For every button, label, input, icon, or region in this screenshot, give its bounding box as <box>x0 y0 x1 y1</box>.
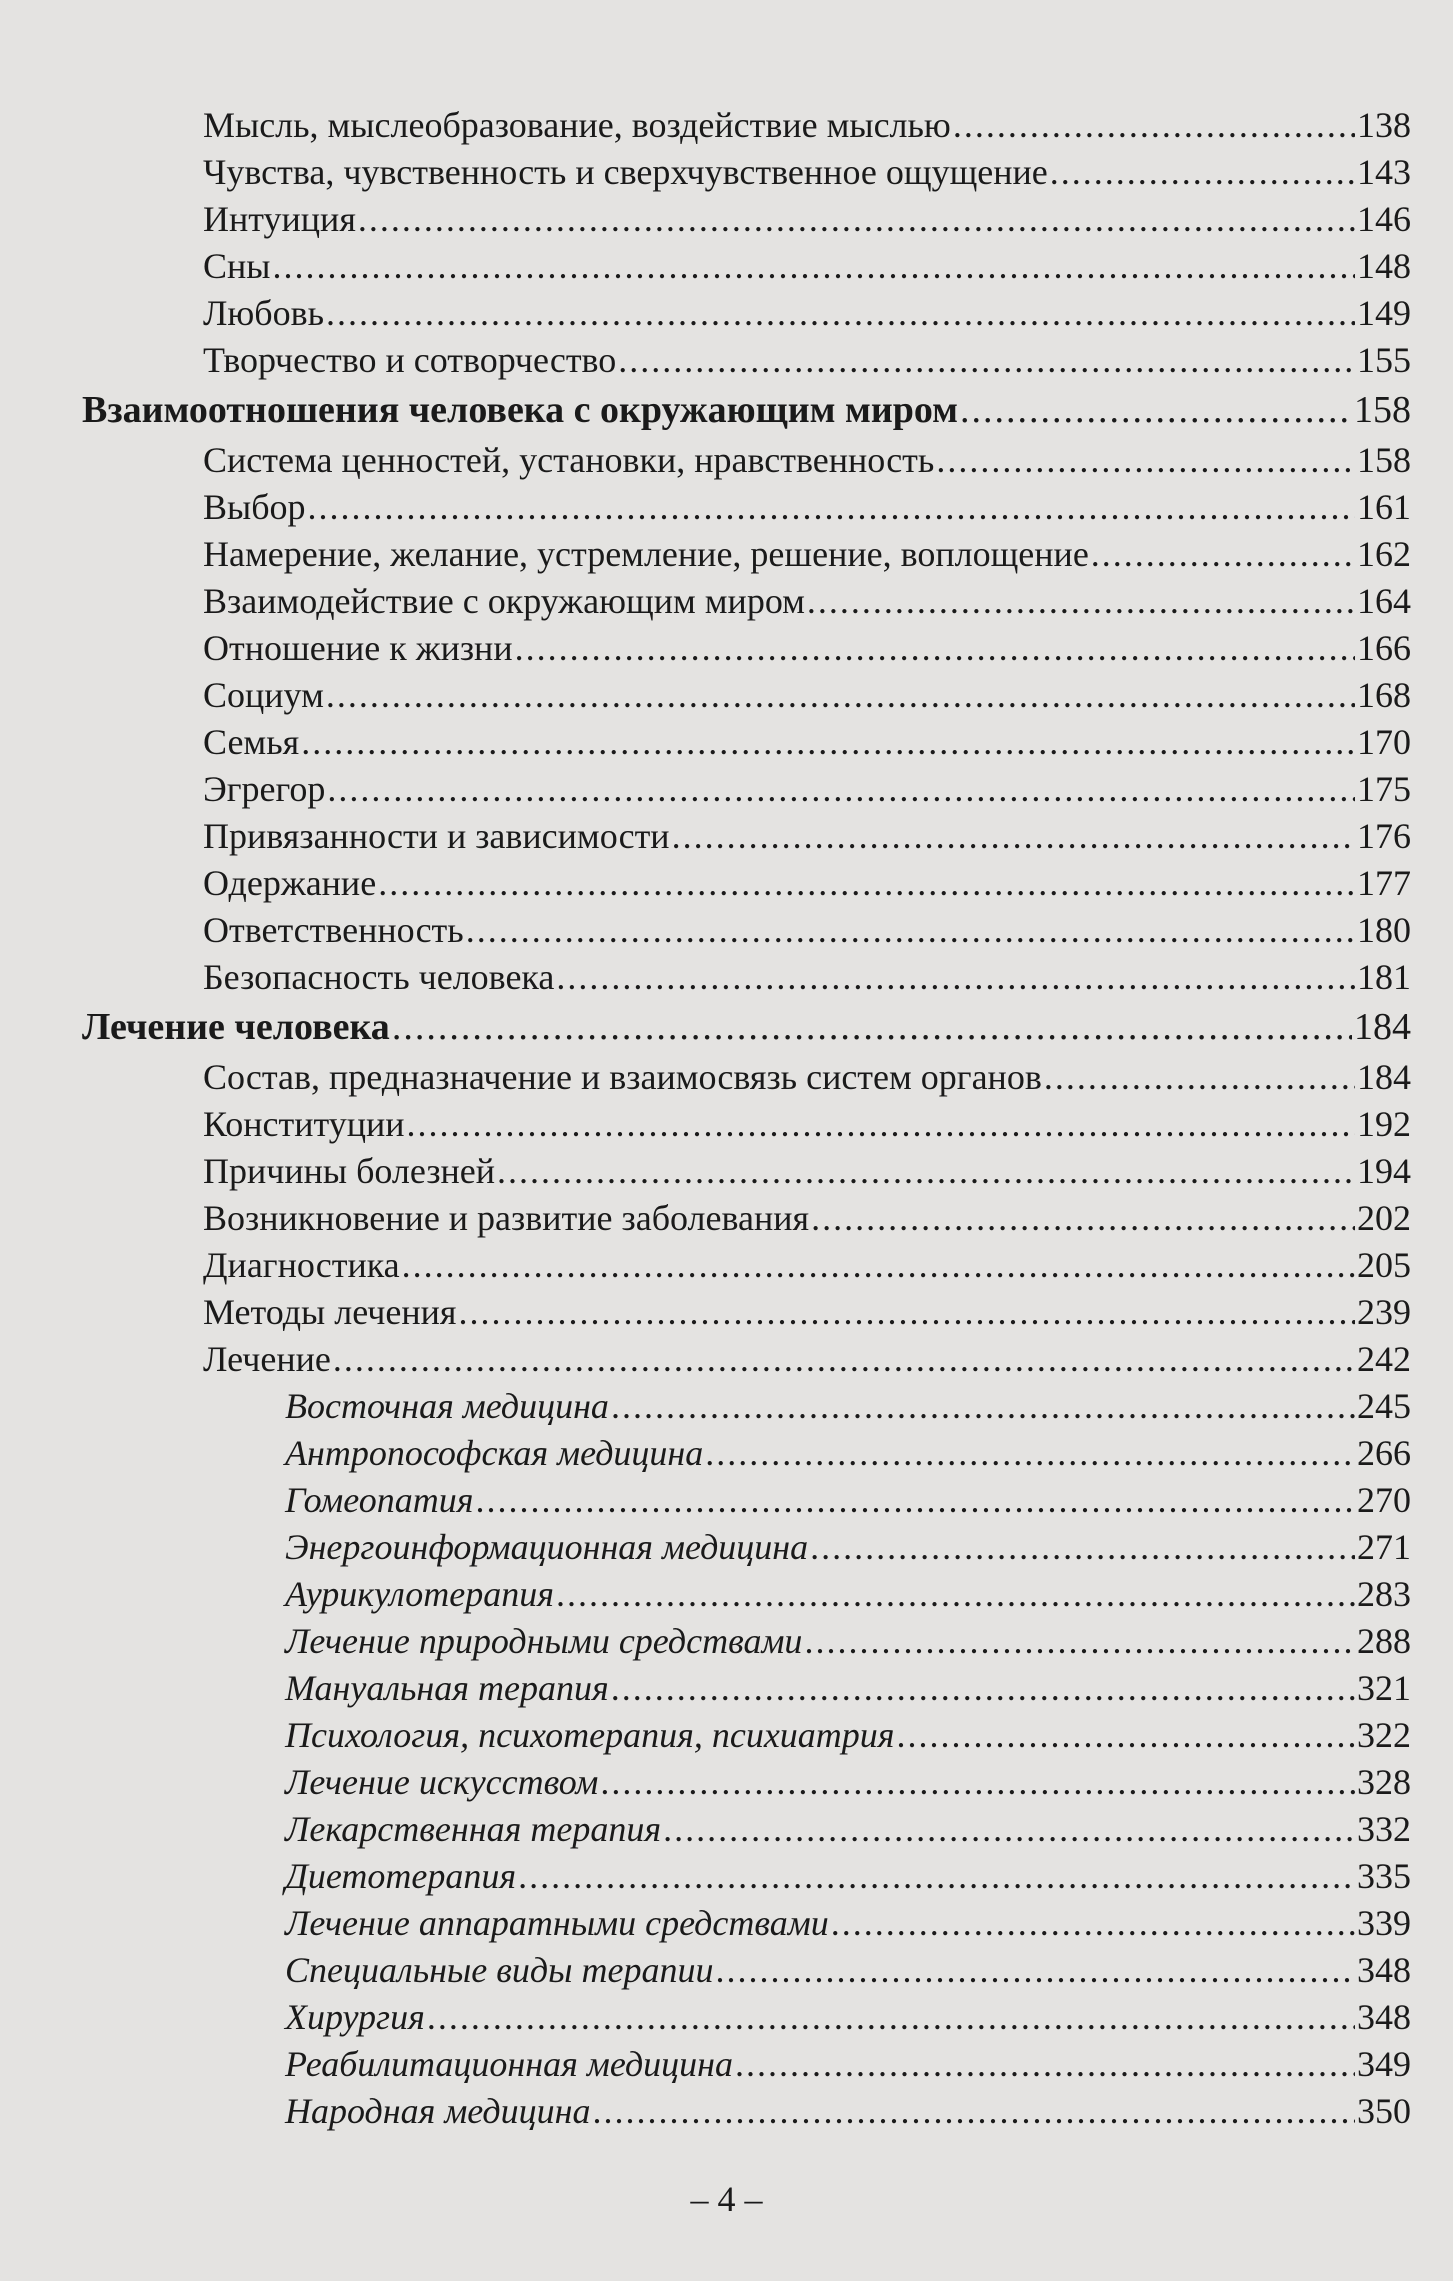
dot-leader <box>308 484 1355 531</box>
toc-entry <box>0 149 1453 196</box>
toc-entry <box>0 484 1453 531</box>
toc-entry-title: Гомеопатия <box>285 1480 474 1520</box>
toc-entry <box>0 243 1453 290</box>
toc-entry-title: Лечение аппаратными средствами <box>285 1903 829 1943</box>
toc-entry-title: Восточная медицина <box>285 1386 609 1426</box>
toc-entry <box>0 907 1453 954</box>
toc-entry <box>0 1947 1453 1994</box>
toc-entry-title: Реабилитационная медицина <box>285 2044 734 2084</box>
toc-entry <box>0 1900 1453 1947</box>
dot-leader <box>804 1618 1355 1665</box>
toc-entry-title: Состав, предназначение и взаимосвязь систем органов <box>203 1057 1042 1097</box>
toc-entry-title: Интуиция <box>203 199 356 239</box>
dot-leader <box>831 1900 1355 1947</box>
toc-entry <box>0 1148 1453 1195</box>
dot-leader <box>1050 149 1355 196</box>
toc-entry-page-number: 177 <box>1357 863 1411 903</box>
toc-entry-page-number: 158 <box>1354 389 1411 431</box>
toc-entry-title: Семья <box>203 722 300 762</box>
dot-leader <box>1044 1054 1355 1101</box>
dot-leader <box>458 1289 1355 1336</box>
toc-entry-page-number: 328 <box>1357 1762 1411 1802</box>
toc-entry <box>0 102 1453 149</box>
toc-entry-page-number: 170 <box>1357 722 1411 762</box>
toc-entry-page-number: 348 <box>1357 1950 1411 1990</box>
toc-entry-page-number: 202 <box>1357 1198 1411 1238</box>
toc-entry-title: Лечение искусством <box>285 1762 599 1802</box>
toc-entry <box>0 2041 1453 2088</box>
dot-leader <box>327 766 1355 813</box>
toc-entry <box>0 437 1453 484</box>
dot-leader <box>960 384 1352 437</box>
dot-leader <box>953 102 1355 149</box>
toc-entry-title: Диетотерапия <box>285 1856 517 1896</box>
dot-leader <box>518 1853 1355 1900</box>
dot-leader <box>475 1477 1355 1524</box>
toc-entry-page-number: 180 <box>1357 910 1411 950</box>
toc-entry-page-number: 184 <box>1357 1057 1411 1097</box>
toc-entry <box>0 1806 1453 1853</box>
dot-leader <box>1091 531 1355 578</box>
toc-entry <box>0 1712 1453 1759</box>
dot-leader <box>592 2088 1355 2135</box>
toc-entry <box>0 337 1453 384</box>
dot-leader <box>600 1759 1355 1806</box>
toc-entry-title: Отношение к жизни <box>203 628 513 668</box>
toc-entry <box>0 1759 1453 1806</box>
dot-leader <box>466 907 1355 954</box>
toc-entry <box>0 1477 1453 1524</box>
dot-leader <box>402 1242 1355 1289</box>
toc-entry <box>0 1101 1453 1148</box>
toc-entry-page-number: 184 <box>1354 1006 1411 1048</box>
toc-entry-page-number: 143 <box>1357 152 1411 192</box>
toc-entry <box>0 1618 1453 1665</box>
dot-leader <box>272 243 1355 290</box>
toc-entry <box>0 954 1453 1001</box>
toc-entry-title: Диагностика <box>203 1245 400 1285</box>
toc-entry-title: Социум <box>203 675 324 715</box>
toc-entry-page-number: 175 <box>1357 769 1411 809</box>
toc-entry-title: Психология, психотерапия, психиатрия <box>285 1715 895 1755</box>
toc-entry-page-number: 339 <box>1357 1903 1411 1943</box>
dot-leader <box>407 1101 1355 1148</box>
toc-entry-title: Мануальная терапия <box>285 1668 609 1708</box>
toc-entry <box>0 860 1453 907</box>
toc-entry-title: Взаимодействие с окружающим миром <box>203 581 805 621</box>
toc-entry-page-number: 245 <box>1357 1386 1411 1426</box>
toc-entry-page-number: 161 <box>1357 487 1411 527</box>
toc-entry <box>0 1665 1453 1712</box>
dot-leader <box>715 1947 1355 1994</box>
toc-entry-title: Любовь <box>203 293 325 333</box>
toc-entry-page-number: 158 <box>1357 440 1411 480</box>
toc-entry-page-number: 148 <box>1357 246 1411 286</box>
dot-leader <box>515 625 1355 672</box>
dot-leader <box>811 1195 1355 1242</box>
dot-leader <box>611 1665 1355 1712</box>
dot-leader <box>611 1383 1355 1430</box>
toc-entry <box>0 813 1453 860</box>
toc-entry-page-number: 266 <box>1357 1433 1411 1473</box>
toc-entry-page-number: 166 <box>1357 628 1411 668</box>
toc-entry-title: Сны <box>203 246 271 286</box>
toc-entry-page-number: 332 <box>1357 1809 1411 1849</box>
toc-entry-page-number: 168 <box>1357 675 1411 715</box>
toc-entry <box>0 766 1453 813</box>
toc-entry-title: Причины болезней <box>203 1151 496 1191</box>
toc-entry-page-number: 205 <box>1357 1245 1411 1285</box>
toc-entry-title: Лечение природными средствами <box>285 1621 803 1661</box>
toc-entry-page-number: 350 <box>1357 2091 1411 2131</box>
toc-entry-title: Одержание <box>203 863 377 903</box>
dot-leader <box>427 1994 1355 2041</box>
toc-entry-page-number: 349 <box>1357 2044 1411 2084</box>
toc-entry <box>0 2088 1453 2135</box>
dot-leader <box>672 813 1355 860</box>
toc-entry-page-number: 146 <box>1357 199 1411 239</box>
toc-entry-page-number: 176 <box>1357 816 1411 856</box>
toc-entry <box>0 672 1453 719</box>
toc-entry <box>0 1383 1453 1430</box>
toc-entry-title: Творчество и сотворчество <box>203 340 617 380</box>
toc-entry-title: Хирургия <box>285 1997 425 2037</box>
toc-entry-page-number: 181 <box>1357 957 1411 997</box>
toc-entry-title: Конституции <box>203 1104 405 1144</box>
toc-entry-page-number: 270 <box>1357 1480 1411 1520</box>
dot-leader <box>810 1524 1355 1571</box>
toc-entry <box>0 290 1453 337</box>
toc-entry-title: Антропософская медицина <box>285 1433 704 1473</box>
toc-entry-title: Эгрегор <box>203 769 326 809</box>
toc-entry-page-number: 288 <box>1357 1621 1411 1661</box>
toc-entry-page-number: 149 <box>1357 293 1411 333</box>
dot-leader <box>936 437 1355 484</box>
toc-entry-page-number: 138 <box>1357 105 1411 145</box>
toc-entry-title: Чувства, чувственность и сверхчувственное ощущение <box>203 152 1048 192</box>
toc-entry <box>0 1336 1453 1383</box>
toc-entry-title: Безопасность человека <box>203 957 555 997</box>
toc-entry <box>0 1054 1453 1101</box>
toc-entry-title: Возникновение и развитие заболевания <box>203 1198 810 1238</box>
toc-entry <box>0 1571 1453 1618</box>
toc-entry-title: Аурикулотерапия <box>285 1574 554 1614</box>
toc-entry <box>0 1242 1453 1289</box>
toc-entry-page-number: 192 <box>1357 1104 1411 1144</box>
toc-entry-title: Ответственность <box>203 910 464 950</box>
toc-entry <box>0 1524 1453 1571</box>
toc-entry-title: Взаимоотношения человека с окружающим миром <box>82 389 959 431</box>
dot-leader <box>326 672 1355 719</box>
toc-entry-page-number: 155 <box>1357 340 1411 380</box>
dot-leader <box>378 860 1355 907</box>
dot-leader <box>556 954 1355 1001</box>
dot-leader <box>897 1712 1355 1759</box>
toc-entry-title: Система ценностей, установки, нравственность <box>203 440 935 480</box>
toc-entry <box>0 625 1453 672</box>
toc-entry-title: Лечение человека <box>82 1006 390 1048</box>
toc-entry-page-number: 162 <box>1357 534 1411 574</box>
dot-leader <box>663 1806 1355 1853</box>
toc-entry-page-number: 164 <box>1357 581 1411 621</box>
toc-entry-page-number: 283 <box>1357 1574 1411 1614</box>
dot-leader <box>358 196 1355 243</box>
toc-entry-title: Мысль, мыслеобразование, воздействие мыслью <box>203 105 951 145</box>
toc-entry-title: Народная медицина <box>285 2091 591 2131</box>
toc-entry <box>0 196 1453 243</box>
dot-leader <box>807 578 1355 625</box>
toc-entry <box>0 1853 1453 1900</box>
toc-entry-title: Выбор <box>203 487 306 527</box>
dot-leader <box>556 1571 1355 1618</box>
dot-leader <box>326 290 1355 337</box>
toc-entry-page-number: 239 <box>1357 1292 1411 1332</box>
toc-entry-page-number: 321 <box>1357 1668 1411 1708</box>
toc-entry <box>0 719 1453 766</box>
dot-leader <box>333 1336 1355 1383</box>
toc-entry-title: Методы лечения <box>203 1292 457 1332</box>
dot-leader <box>301 719 1355 766</box>
table-of-contents <box>0 102 1453 2135</box>
dot-leader <box>618 337 1355 384</box>
toc-entry-page-number: 335 <box>1357 1856 1411 1896</box>
toc-entry <box>0 531 1453 578</box>
toc-entry <box>0 1289 1453 1336</box>
toc-entry-page-number: 348 <box>1357 1997 1411 2037</box>
toc-entry-title: Лекарственная терапия <box>285 1809 662 1849</box>
toc-entry <box>0 1195 1453 1242</box>
toc-entry-title: Энергоинформационная медицина <box>285 1527 809 1567</box>
toc-section-heading <box>0 384 1453 437</box>
toc-entry-page-number: 271 <box>1357 1527 1411 1567</box>
toc-entry <box>0 578 1453 625</box>
toc-entry-title: Намерение, желание, устремление, решение, воплощение <box>203 534 1089 574</box>
dot-leader <box>705 1430 1355 1477</box>
toc-entry-page-number: 194 <box>1357 1151 1411 1191</box>
toc-entry-page-number: 322 <box>1357 1715 1411 1755</box>
dot-leader <box>392 1001 1352 1054</box>
toc-entry-title: Специальные виды терапии <box>285 1950 714 1990</box>
toc-section-heading <box>0 1001 1453 1054</box>
toc-entry-title: Привязанности и зависимости <box>203 816 670 856</box>
dot-leader <box>497 1148 1355 1195</box>
toc-entry <box>0 1430 1453 1477</box>
toc-entry <box>0 1994 1453 2041</box>
dot-leader <box>735 2041 1355 2088</box>
page-number-footer: – 4 – <box>690 2179 763 2219</box>
toc-entry-page-number: 242 <box>1357 1339 1411 1379</box>
toc-entry-title: Лечение <box>203 1339 331 1379</box>
